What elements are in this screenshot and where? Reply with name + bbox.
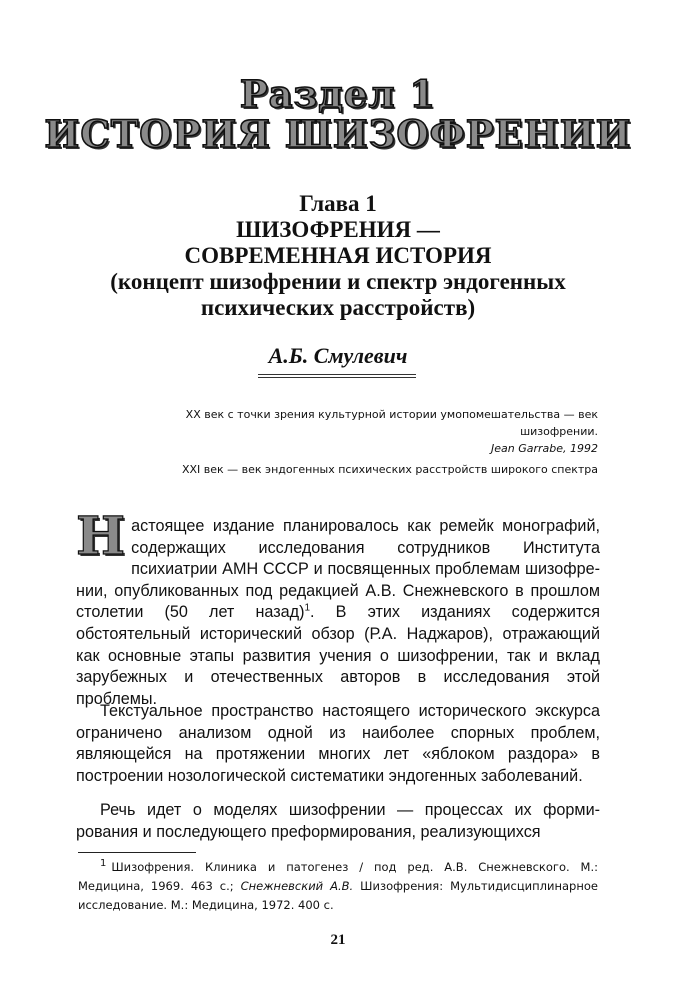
footnote-number: 1 [100, 858, 107, 870]
paragraph-1 [76, 506, 600, 710]
section-label: Раздел 1 [239, 72, 437, 116]
chapter-title-line2: СОВРЕМЕННАЯ ИСТОРИЯ [184, 243, 492, 268]
author-divider [258, 374, 416, 375]
paragraph-3: Речь идет о моделях шизофрении — процессах их формирования и последующего преформирования, реализующихся [76, 801, 600, 841]
epigraph-2-text: XXI век — век эндогенных психических расстройств широкого спектра [181, 463, 598, 476]
chapter-author: А.Б. Смулевич [268, 343, 408, 368]
chapter-label: Глава 1 [299, 191, 377, 216]
footnote-text-a: Шизофрения. Клиника и патогенез / под ред. А.В. Снежневского. М.: Медицина, 1969. 463 с.; [78, 860, 598, 893]
chapter-subtitle-line2: психических расстройств) [200, 295, 476, 320]
epigraph-1-text: XX век с точки зрения культурной истории умопомешательства — век шизофрении. [185, 408, 598, 438]
section-title: ИСТОРИЯ ШИЗОФРЕНИИ [44, 112, 632, 156]
epigraph-1 [118, 406, 598, 457]
paragraph-1-text-b: . В этих изданиях содержится обстоятельный исторический обзор (Р.А. Наджаров), отражающий как основные этапы развития учения о шизофрении, так и вклад зарубежных и отечественных авторов в исследования этой проблемы. [76, 603, 600, 708]
chapter-title-line1: ШИЗОФРЕНИЯ — [236, 217, 440, 242]
footnote-text-b: Шизофрения: Мультидисциплинарное исследование. М.: Медицина, 1972. 400 с. [78, 879, 598, 912]
page-number: 21 [330, 932, 346, 948]
paragraph-2: Текстуальное пространство настоящего исторического экскурса ограничено анализом одной из наиболее спорных проблем, являющейся на протяжении многих лет «яблоком раздора» в построении нозологической систематики эндогенных заболеваний. [76, 702, 600, 785]
footnote-author: Снежневский А.В. [240, 879, 354, 893]
epigraph-1-author: Jean Garrabe, 1992 [490, 442, 598, 455]
author-divider [258, 377, 416, 378]
footnote [78, 858, 598, 915]
footnote-marker[interactable]: 1 [304, 602, 311, 614]
epigraph-2 [118, 461, 598, 478]
paragraph-1-text-a: астоящее издание планировалось как ремейк монографий, содержащих исследования сотрудников Института психиатрии АМН СССР и посвященных проблемам шизофрении, опубликованных под редакцией А.В. Снежневского в прошлом столетии (50 лет назад) [76, 517, 600, 622]
drop-cap: Н [76, 506, 126, 567]
chapter-subtitle-line1: (концепт шизофрении и спектр эндогенных [110, 269, 566, 294]
footnote-divider [78, 852, 196, 853]
